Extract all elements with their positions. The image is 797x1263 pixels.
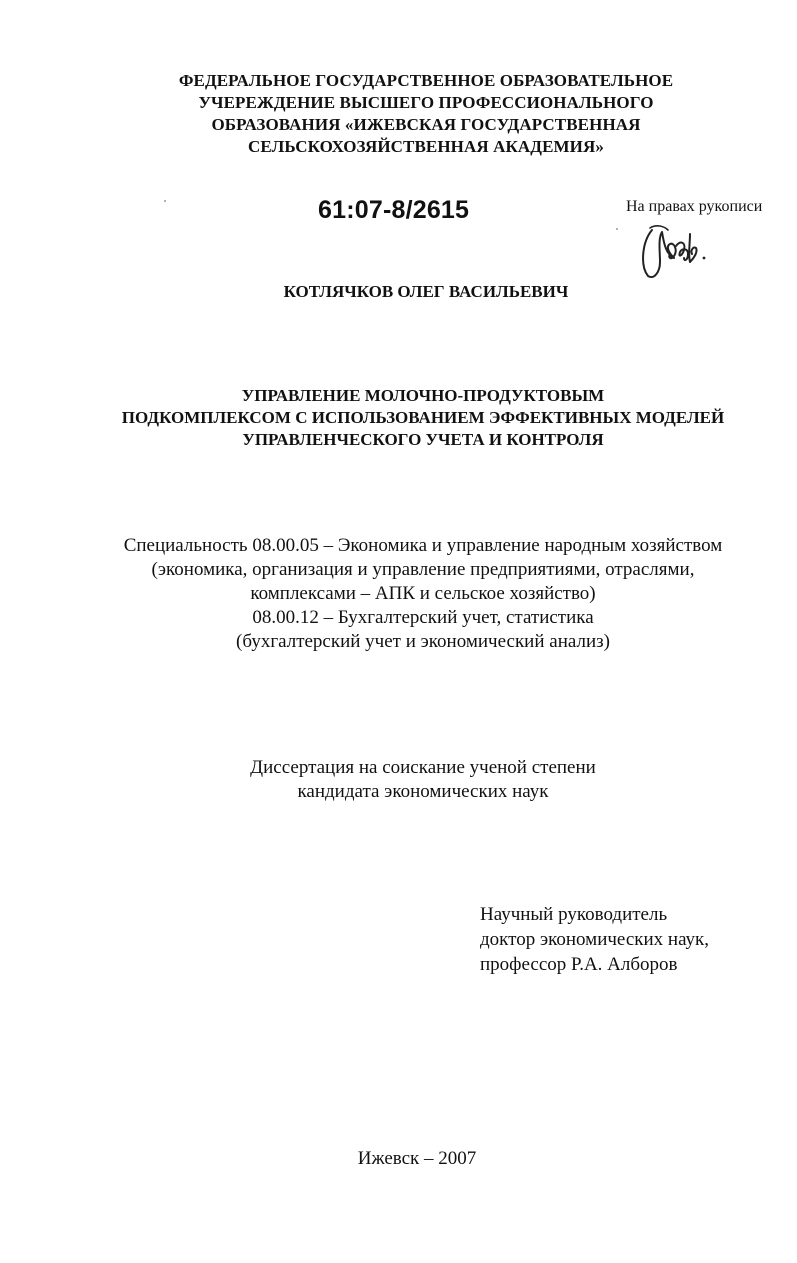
title-line: УПРАВЛЕНИЕ МОЛОЧНО-ПРОДУКТОВЫМ [241,386,605,405]
title-line: ПОДКОМПЛЕКСОМ С ИСПОЛЬЗОВАНИЕМ ЭФФЕКТИВНЫХ МОДЕЛЕЙ [121,408,725,427]
institution-line: ОБРАЗОВАНИЯ «ИЖЕВСКАЯ ГОСУДАРСТВЕННАЯ [211,115,641,134]
dissertation-title [0,385,797,451]
supervisor-line: Научный руководитель [480,904,668,925]
scan-speck [164,200,166,202]
specialty-block [0,534,797,654]
handwritten-signature [638,222,718,282]
degree-line: кандидата экономических наук [297,781,549,802]
institution-line: СЕЛЬСКОХОЗЯЙСТВЕННАЯ АКАДЕМИЯ» [248,137,604,156]
supervisor-block [480,902,709,977]
rights-note: На правах рукописи [626,198,763,215]
institution-header [0,70,797,158]
degree-statement [0,756,797,804]
supervisor-line: профессор Р.А. Алборов [480,954,678,975]
degree-line: Диссертация на соискание ученой степени [250,757,596,778]
specialty-line: комплексами – АПК и сельское хозяйство) [250,583,596,604]
title-line: УПРАВЛЕНЧЕСКОГО УЧЕТА И КОНТРОЛЯ [242,430,604,449]
supervisor-line: доктор экономических наук, [480,929,710,950]
scan-speck [616,228,618,230]
specialty-line: Специальность 08.00.05 – Экономика и управление народным хозяйством [123,535,723,556]
author-name: КОТЛЯЧКОВ ОЛЕГ ВАСИЛЬЕВИЧ [283,282,569,301]
city-year: Ижевск – 2007 [357,1148,477,1169]
specialty-line: (экономика, организация и управление предприятиями, отраслями, [151,559,695,580]
catalog-code: 61:07-8/2615 [318,196,470,224]
institution-line: УЧЕРЕЖДЕНИЕ ВЫСШЕГО ПРОФЕССИОНАЛЬНОГО [198,93,654,112]
institution-line: ФЕДЕРАЛЬНОЕ ГОСУДАРСТВЕННОЕ ОБРАЗОВАТЕЛЬНОЕ [178,71,674,90]
specialty-line: (бухгалтерский учет и экономический анализ) [236,631,610,652]
specialty-line: 08.00.12 – Бухгалтерский учет, статистика [252,607,594,628]
